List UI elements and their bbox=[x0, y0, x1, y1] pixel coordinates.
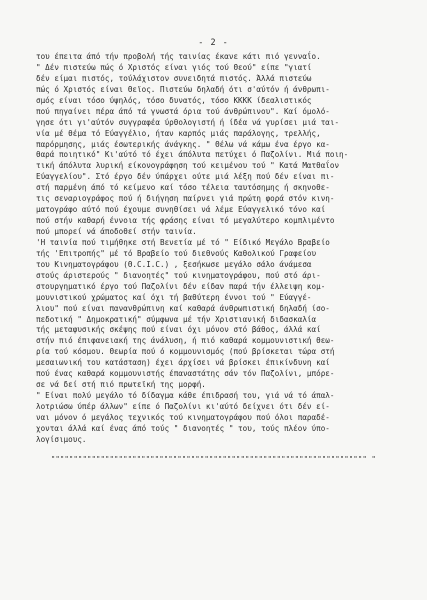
text-line: πεδοτική " Δημοκρατική" σύμφωνα μέ τήν Χριστιανική διδασκαλία bbox=[36, 314, 317, 324]
text-line: στουργηματικό έργο τού Παζολίνι δέν είδαν παρά τήν έλλειψη κομ- bbox=[36, 281, 326, 291]
text-line: ναι μόνον ό μεγάλος τεχνικός τού κινηματογράφου πού όλοι παραδέ- bbox=[36, 412, 330, 422]
text-line: παρόρμησης, μιάς έσωτερικής άνάγκης. " Θέλω νά κάμω ένα έργο κα- bbox=[36, 139, 330, 149]
text-line: πού ένας καθαρά κομμουνιστής έπαναστάτης σάν τόν Παζολίνι, μπόρε- bbox=[36, 369, 335, 379]
text-line: τής 'Επιτροπής" μέ τό Βραβείο τού διεθνούς Καθολικού Γραφείου bbox=[36, 248, 317, 258]
text-line: μεσαιωνική του κατάσταση) έχει άρχίσει νά βρίσκει έπικίνδυνη καί bbox=[36, 358, 330, 368]
text-line: μουνιστικού χρώματος καί όχι τή βαθύτερη έννοι τού " Εύαγγέ- bbox=[36, 292, 312, 302]
text-line: Εύαγγελίου". Στό έργο δέν ύπάρχει ούτε μιά λέξη πού δέν είναι πι- bbox=[36, 172, 335, 182]
text-line: πώς ό Χριστός είναι Θεϊος. Πιστεύω δηλαδή ότι σ'αύτόν ή άνθρωπι- bbox=[36, 84, 330, 94]
text-line: λιου" πού είναι πανανθρώπινη καί καθαρά άνθρωπιστική δηλαδή ίσο- bbox=[36, 303, 330, 313]
text-line: θαρά ποιητικό" Κι'αύτό τό έχει άπόλυτα πετύχει ό Παζολίνι. Μιά ποιη- bbox=[36, 150, 349, 160]
text-line: χονται άλλά καί ένας άπό τούς " διανοητές " του, τούς πλέον ύπο- bbox=[36, 423, 330, 433]
text-line: του Κινηματογράφου (Θ.C.I.C.) , ξεσήκωσε μεγάλο σάλο άνάμεσα bbox=[36, 259, 312, 269]
text-line: του έπειτα άπό τήν προβολή τής ταινίας έκανε κάτι πιό γενναΐο. bbox=[36, 52, 321, 61]
text-line: ματογράφο αύτό πού έχουμε συνηθίσει νά λέμε Εύαγγελικό τόνο καί bbox=[36, 205, 326, 215]
text-line: στή παρμένη άπό τό κείμενο καί τόσο τέλεια ταυτόσημης ή σκηνοθε- bbox=[36, 183, 330, 193]
text-line: " Είναι πολύ μεγάλο τό δίδαγμα κάθε έπιδρασή του, γιά νά τό άπαλ- bbox=[36, 391, 335, 401]
end-separator: """""""""""""""""""""""""""""""""""""""""""""""""""""""""""""""""""""" " bbox=[50, 455, 377, 463]
text-line: τική άπόλυτα λυρική είκονογράφηση τού κειμένου τού " Κατά Ματθαΐον bbox=[36, 161, 340, 171]
text-line: νία μέ θέμα τό Εύαγγέλιο, ήταν καρπός μιάς παράλογης, τρελλής, bbox=[36, 128, 321, 138]
text-line: στήν πιό έπιφανειακή της άνάλυση, ή πιό καθαρά κομμουνιστική θεω- bbox=[36, 336, 335, 346]
text-line: πού στήν καθαρή έννοια τής φράσης είναι τό μεγαλύτερο κομπλιμέντο bbox=[36, 216, 335, 226]
text-line: λοτριώσω ύπέρ άλλων" είπε ό Παζολίνι κι'αύτό δείχνει ότι δέν εί- bbox=[36, 402, 330, 411]
body-text bbox=[36, 52, 408, 446]
text-line: στούς άριστερούς " διανοητές" τού κινηματογράφου, πού στό άρι- bbox=[36, 270, 321, 280]
page-number: - 2 - bbox=[198, 38, 229, 48]
text-line: λογίσιμους. bbox=[36, 434, 87, 444]
text-line: σε νά δεί στή πιό πρωτεϊκή της μορφή. bbox=[36, 380, 206, 390]
text-line: πού πηγαίνει πέρα άπό τά γνωστά όρια τού άνθρώπινου". Καί όμολό- bbox=[36, 106, 330, 116]
text-line: τις σεναριογράφος πού ή διήγηση παίρνει γιά πρώτη φορά στόν κινη- bbox=[36, 194, 335, 204]
text-line: πού μπορεί νά άποδοθεί στήν ταινία. bbox=[36, 227, 197, 236]
text-line: γησε ότι γι'αύτόν συγγραφέα ύρθολογιστή ή ίδέα νά γυρίσει μιά ται- bbox=[36, 117, 340, 127]
text-line: " Δέν πιστεύω πώς ό Χριστός είναι γιός τού Θεού" είπε "γιατί bbox=[36, 62, 312, 72]
text-line: ρία τού κόσμου. Θεωρία πού ό κομμουνισμός (πού βρίσκεται τώρα στή bbox=[36, 347, 335, 357]
text-line: τής μεταφυσικής σκέψης πού είναι όχι μόνον στό βάθος, άλλά καί bbox=[36, 325, 321, 335]
text-line: σμός είναι τόσο ύψηλός, τόσο δυνατός, τόσο ΚΚΚΚ ίδεαλιστικός bbox=[36, 95, 312, 105]
text-line: 'Η ταινία πού τιμήθηκε στή Βενετία μέ τό " Είδικό Μεγάλο Βραβείο bbox=[36, 237, 330, 247]
text-line: δέν είμαι πιστός, τούλάχιστον συνειδητά πιστός. Άλλά πιστεύω bbox=[36, 73, 312, 83]
